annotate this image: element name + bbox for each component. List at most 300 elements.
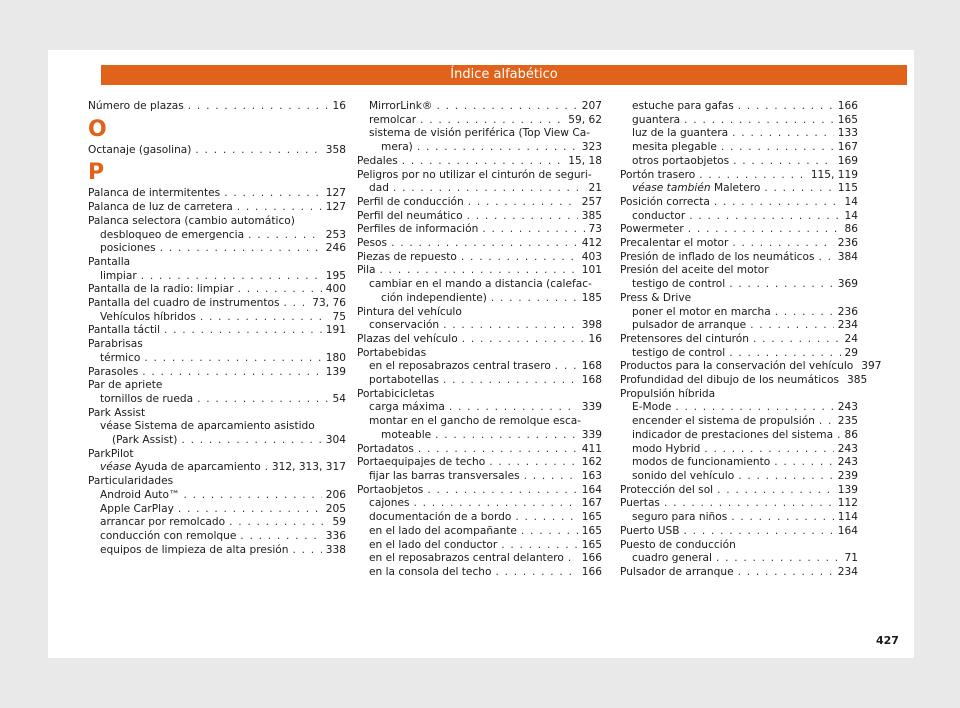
index-entry: [620, 552, 858, 566]
entry-term: [632, 443, 700, 457]
entry-page: 185: [581, 291, 602, 304]
leader-dots: [716, 552, 841, 566]
leader-dots: [468, 196, 578, 210]
index-entry: [357, 292, 602, 306]
entry-text: sonido del vehículo: [632, 469, 735, 482]
index-entry: [620, 401, 858, 415]
entry-page: 385: [847, 374, 868, 387]
leader-dots: [524, 470, 578, 484]
index-entry: [357, 251, 602, 265]
index-entry: [88, 242, 346, 256]
entry-text: Perfil del neumático: [357, 209, 463, 222]
entry-term: [632, 347, 725, 361]
leader-dots: [837, 429, 840, 443]
entry-page: 369: [837, 278, 858, 291]
leader-dots: [240, 530, 321, 544]
index-entry: [620, 155, 858, 169]
entry-term: [632, 511, 727, 525]
index-entry: [620, 169, 858, 183]
entry-term: [369, 539, 497, 553]
leader-dots: [229, 516, 328, 530]
index-heading: Peligros por no utilizar el cinturón de seguri-: [357, 168, 592, 181]
leader-dots: [699, 169, 807, 183]
entry-page: 235: [837, 415, 858, 428]
entry-text: conducción con remolque: [100, 529, 237, 542]
entry-term: [369, 470, 520, 484]
index-entry: [357, 196, 602, 210]
entry-text: Vehículos híbridos: [100, 310, 196, 323]
entry-page: 243: [837, 456, 858, 469]
entry-page: 165: [581, 538, 602, 551]
entry-text: Android Auto™: [100, 488, 180, 501]
entry-term: [88, 324, 160, 338]
index-heading: Pintura del vehículo: [357, 305, 462, 318]
index-entry: [357, 470, 602, 484]
entry-text: Portaobjetos: [357, 483, 424, 496]
index-entry: [620, 196, 858, 210]
entry-text: Pantalla del cuadro de instrumentos: [88, 297, 280, 310]
index-entry: [88, 393, 346, 407]
entry-page: 385: [581, 209, 602, 222]
section-letter: O: [88, 116, 107, 142]
entry-text: indicador de prestaciones del sistema: [632, 428, 834, 441]
entry-term: [88, 100, 184, 114]
index-entry: [620, 114, 858, 128]
entry-page: 339: [581, 428, 602, 441]
entry-page: 166: [581, 565, 602, 578]
entry-term: [100, 311, 196, 325]
entry-page: 338: [325, 543, 346, 556]
entry-term: [100, 352, 140, 366]
index-heading: Park Assist: [88, 406, 146, 419]
entry-page: 336: [325, 529, 346, 542]
entry-text: encender el sistema de propulsión: [632, 415, 815, 428]
index-entry: [357, 182, 602, 196]
leader-dots: [738, 100, 834, 114]
index-entry: [357, 264, 602, 278]
entry-term: [357, 264, 376, 278]
leader-dots: [491, 292, 578, 306]
entry-term: [112, 434, 177, 448]
entry-term: [357, 484, 423, 498]
leader-dots: [462, 333, 585, 347]
leader-dots: [393, 182, 585, 196]
entry-text: limpiar: [100, 269, 137, 282]
index-heading: Portabebidas: [357, 346, 427, 359]
entry-text: en el reposabrazos central trasero: [369, 360, 551, 373]
entry-text: en el lado del acompañante: [369, 524, 517, 537]
entry-page: 15, 18: [568, 154, 602, 167]
leader-dots: [238, 283, 322, 297]
entry-text: mesita plegable: [632, 141, 717, 154]
leader-dots: [501, 539, 578, 553]
entry-term: [369, 100, 433, 114]
entry-text: Parasoles: [88, 365, 139, 378]
index-entry: [620, 497, 858, 511]
entry-text: Profundidad del dibujo de los neumáticos: [620, 374, 839, 387]
entry-term: [620, 237, 728, 251]
entry-text: Octanaje (gasolina): [88, 143, 192, 156]
entry-text: Puerto USB: [620, 524, 680, 537]
entry-page: 234: [837, 565, 858, 578]
entry-term: [381, 141, 413, 155]
entry-page: 73: [588, 223, 602, 236]
entry-page: 166: [581, 552, 602, 565]
index-entry: [88, 100, 346, 114]
index-entry: [357, 511, 602, 525]
entry-text: conductor: [632, 209, 686, 222]
entry-text: remolcar: [369, 113, 417, 126]
index-heading: Parabrisas: [88, 338, 143, 351]
index-entry: [88, 187, 346, 201]
index-entry: [620, 374, 868, 388]
entry-term: [369, 401, 445, 415]
index-heading: Palanca selectora (cambio automático): [88, 214, 295, 227]
entry-text: Pantalla de la radio: limpiar: [88, 283, 234, 296]
entry-page: 163: [581, 469, 602, 482]
index-heading: Propulsión híbrida: [620, 387, 716, 400]
entry-term: [381, 292, 487, 306]
leader-dots: [195, 144, 321, 158]
leader-dots: [467, 210, 578, 224]
entry-text: Palanca de luz de carretera: [88, 201, 233, 214]
entry-term: [632, 278, 725, 292]
index-entry: [357, 141, 602, 155]
entry-text: equipos de limpieza de alta presión: [100, 543, 289, 556]
leader-dots: [284, 297, 309, 311]
leader-dots: [197, 393, 328, 407]
entry-term: [620, 360, 853, 374]
leader-dots: [443, 374, 578, 388]
entry-page: 164: [581, 483, 602, 496]
entry-page: 253: [325, 228, 346, 241]
entry-page: 246: [325, 242, 346, 255]
index-entry: [620, 484, 858, 498]
entry-text: tornillos de rueda: [100, 392, 194, 405]
entry-page: 101: [581, 264, 602, 277]
index-entry: [88, 366, 346, 380]
leader-dots: [664, 497, 834, 511]
index-entry: [357, 443, 602, 457]
entry-text: térmico: [100, 351, 141, 364]
entry-term: [620, 566, 734, 580]
section-letter: P: [88, 160, 105, 186]
leader-dots: [293, 544, 322, 558]
entry-term: [369, 511, 511, 525]
index-entry: [357, 360, 602, 374]
entry-page: 166: [837, 100, 858, 112]
index-entry: [357, 429, 602, 443]
leader-dots: [224, 187, 322, 201]
index-entry: [88, 144, 346, 158]
leader-dots: [684, 114, 834, 128]
leader-dots: [437, 100, 578, 114]
entry-page: 115: [837, 182, 858, 195]
leader-dots: [184, 489, 322, 503]
entry-term: [357, 196, 464, 210]
leader-dots: [380, 264, 578, 278]
index-entry: [88, 544, 346, 558]
entry-page: 71: [844, 552, 858, 565]
entry-text: Maletero: [713, 182, 761, 195]
entry-term: [357, 210, 463, 224]
leader-dots: [729, 278, 834, 292]
entry-term: [100, 530, 236, 544]
entry-term: [357, 456, 485, 470]
index-entry: [620, 333, 858, 347]
entry-text: modo Hybrid: [632, 442, 701, 455]
entry-page: 164: [837, 524, 858, 537]
entry-text: estuche para gafas: [632, 100, 734, 112]
index-entry: [88, 352, 346, 366]
leader-dots: [515, 511, 577, 525]
leader-dots: [482, 223, 584, 237]
entry-term: [620, 484, 713, 498]
entry-text: dad: [369, 182, 389, 195]
leader-dots: [721, 141, 834, 155]
index-entry: [88, 229, 346, 243]
index-entry: [620, 100, 858, 114]
entry-page: 411: [581, 442, 602, 455]
entry-page: 165: [581, 511, 602, 524]
index-heading: Puesto de conducción: [620, 538, 736, 551]
index-entry: [357, 484, 602, 498]
entry-page: 115, 119: [810, 168, 858, 181]
entry-text: Pedales: [357, 154, 398, 167]
entry-page: 236: [837, 305, 858, 318]
entry-text: posiciones: [100, 242, 156, 255]
entry-term: [632, 114, 680, 128]
entry-term: [620, 169, 695, 183]
entry-term: [100, 461, 261, 475]
leader-dots: [449, 401, 578, 415]
entry-text: en el reposabrazos central delantero: [369, 552, 564, 565]
entry-text: portabotellas: [369, 374, 439, 387]
entry-term: [369, 319, 439, 333]
entry-term: [357, 443, 414, 457]
entry-term: [369, 566, 491, 580]
entry-page: 127: [325, 187, 346, 200]
entry-term: [357, 333, 458, 347]
leader-dots: [714, 196, 841, 210]
index-column-2: [357, 100, 602, 580]
entry-page: 14: [844, 195, 858, 208]
entry-text: cajones: [369, 497, 410, 510]
entry-text: Puertas: [620, 497, 660, 510]
entry-text: en el lado del conductor: [369, 538, 498, 551]
entry-text: Perfiles de información: [357, 223, 479, 236]
entry-text: Pesos: [357, 237, 388, 250]
entry-page: 312, 313, 317: [271, 461, 346, 474]
entry-page: 400: [325, 283, 346, 296]
entry-text: fijar las barras transversales: [369, 469, 520, 482]
index-entry: [620, 141, 858, 155]
entry-term: [620, 223, 684, 237]
entry-term: [357, 251, 457, 265]
entry-text: modos de funcionamiento: [632, 456, 771, 469]
entry-term: [369, 360, 551, 374]
entry-text: Apple CarPlay: [100, 502, 174, 515]
leader-dots: [717, 484, 834, 498]
index-entry: [620, 223, 858, 237]
index-entry: [620, 443, 858, 457]
entry-term: [632, 100, 734, 114]
entry-term: [100, 270, 137, 284]
index-entry: [620, 251, 858, 265]
entry-page: 236: [837, 237, 858, 250]
leader-dots: [181, 434, 321, 448]
leader-dots: [420, 114, 564, 128]
entry-term: [369, 374, 439, 388]
leader-dots: [568, 552, 578, 566]
entry-term: [100, 229, 244, 243]
entry-page: 59, 62: [568, 113, 602, 126]
index-column-1: [88, 100, 346, 557]
leader-dots: [164, 324, 322, 338]
leader-dots: [160, 242, 322, 256]
leader-dots: [753, 333, 841, 347]
entry-text: Palanca de intermitentes: [88, 187, 221, 200]
index-heading: sistema de visión periférica (Top View Ca-: [369, 127, 591, 140]
index-entry: [620, 182, 858, 196]
entry-page: 206: [325, 488, 346, 501]
leader-dots: [818, 251, 833, 265]
index-entry: [620, 210, 858, 224]
index-entry: [620, 511, 858, 525]
entry-text: mera): [381, 141, 413, 154]
index-entry: [357, 401, 602, 415]
entry-text: Piezas de repuesto: [357, 250, 457, 263]
entry-page: 323: [581, 141, 602, 154]
entry-term: [620, 333, 749, 347]
leader-dots: [689, 210, 840, 224]
entry-term: [100, 544, 289, 558]
entry-text: Portón trasero: [620, 168, 696, 181]
entry-page: 139: [837, 483, 858, 496]
entry-page: 205: [325, 502, 346, 515]
index-heading: Particularidades: [88, 475, 174, 488]
index-entry: [357, 210, 602, 224]
entry-text: poner el motor en marcha: [632, 305, 771, 318]
entry-term: [620, 196, 710, 210]
entry-term: [632, 552, 712, 566]
leader-dots: [144, 352, 321, 366]
entry-term: [632, 319, 746, 333]
leader-dots: [427, 484, 577, 498]
index-entry: [88, 489, 346, 503]
entry-text: testigo de control: [632, 278, 726, 291]
entry-page: 16: [332, 100, 346, 112]
index-entry: [88, 324, 346, 338]
entry-text: Productos para la conservación del vehículo: [620, 360, 854, 373]
entry-text: pulsador de arranque: [632, 319, 747, 332]
entry-term: [632, 127, 728, 141]
entry-term: [632, 470, 734, 484]
index-entry: [620, 429, 858, 443]
entry-page: 403: [581, 250, 602, 263]
entry-page: 358: [325, 143, 346, 156]
entry-term: [100, 516, 225, 530]
index-entry: [620, 360, 882, 374]
index-heading: Par de apriete: [88, 379, 163, 392]
entry-page: 191: [325, 324, 346, 337]
leader-dots: [774, 456, 834, 470]
entry-page: 167: [581, 497, 602, 510]
index-heading: véase Sistema de aparcamiento asistido: [100, 420, 315, 433]
entry-page: 133: [837, 127, 858, 140]
index-entry: [620, 456, 858, 470]
index-entry: [620, 525, 858, 539]
page-title: Índice alfabético: [101, 65, 907, 85]
entry-page: 257: [581, 195, 602, 208]
entry-page: 168: [581, 360, 602, 373]
index-entry: [357, 497, 602, 511]
entry-see-also: véase también: [632, 182, 711, 195]
entry-text: MirrorLink®: [369, 100, 433, 112]
index-entry: [357, 456, 602, 470]
entry-page: 165: [581, 524, 602, 537]
entry-page: 234: [837, 319, 858, 332]
leader-dots: [237, 201, 322, 215]
index-entry: [620, 415, 858, 429]
leader-dots: [489, 456, 578, 470]
leader-dots: [750, 319, 834, 333]
entry-text: seguro para niños: [632, 511, 728, 524]
leader-dots: [731, 511, 834, 525]
entry-text: otros portaobjetos: [632, 154, 730, 167]
entry-page: 412: [581, 237, 602, 250]
entry-page: 75: [332, 310, 346, 323]
index-heading: Portabicicletas: [357, 387, 435, 400]
entry-page: 139: [325, 365, 346, 378]
entry-term: [632, 141, 717, 155]
leader-dots: [738, 470, 834, 484]
entry-term: [369, 525, 517, 539]
leader-dots: [391, 237, 578, 251]
leader-dots: [684, 525, 834, 539]
index-entry: [88, 503, 346, 517]
index-heading: ParkPilot: [88, 447, 134, 460]
index-entry: [357, 223, 602, 237]
entry-term: [369, 182, 389, 196]
leader-dots: [675, 401, 833, 415]
index-entry: [357, 552, 602, 566]
entry-page: 59: [332, 516, 346, 529]
leader-dots: [732, 127, 834, 141]
index-entry: [357, 155, 602, 169]
leader-dots: [688, 223, 841, 237]
entry-text: luz de la guantera: [632, 127, 729, 140]
entry-text: E-Mode: [632, 401, 672, 414]
page-number: 427: [876, 634, 899, 647]
entry-text: documentación de a bordo: [369, 511, 512, 524]
entry-term: [357, 223, 478, 237]
leader-dots: [819, 415, 834, 429]
entry-page: 180: [325, 351, 346, 364]
entry-term: [632, 210, 685, 224]
entry-text: Portaequipajes de techo: [357, 456, 486, 469]
entry-text: Protección del sol: [620, 483, 714, 496]
index-entry: [620, 566, 858, 580]
leader-dots: [733, 155, 834, 169]
entry-text: en la consola del techo: [369, 565, 492, 578]
index-entry: [88, 283, 346, 297]
entry-term: [632, 306, 771, 320]
entry-text: Pretensores del cinturón: [620, 332, 749, 345]
entry-page: 384: [837, 250, 858, 263]
entry-text: testigo de control: [632, 346, 726, 359]
index-entry: [357, 319, 602, 333]
